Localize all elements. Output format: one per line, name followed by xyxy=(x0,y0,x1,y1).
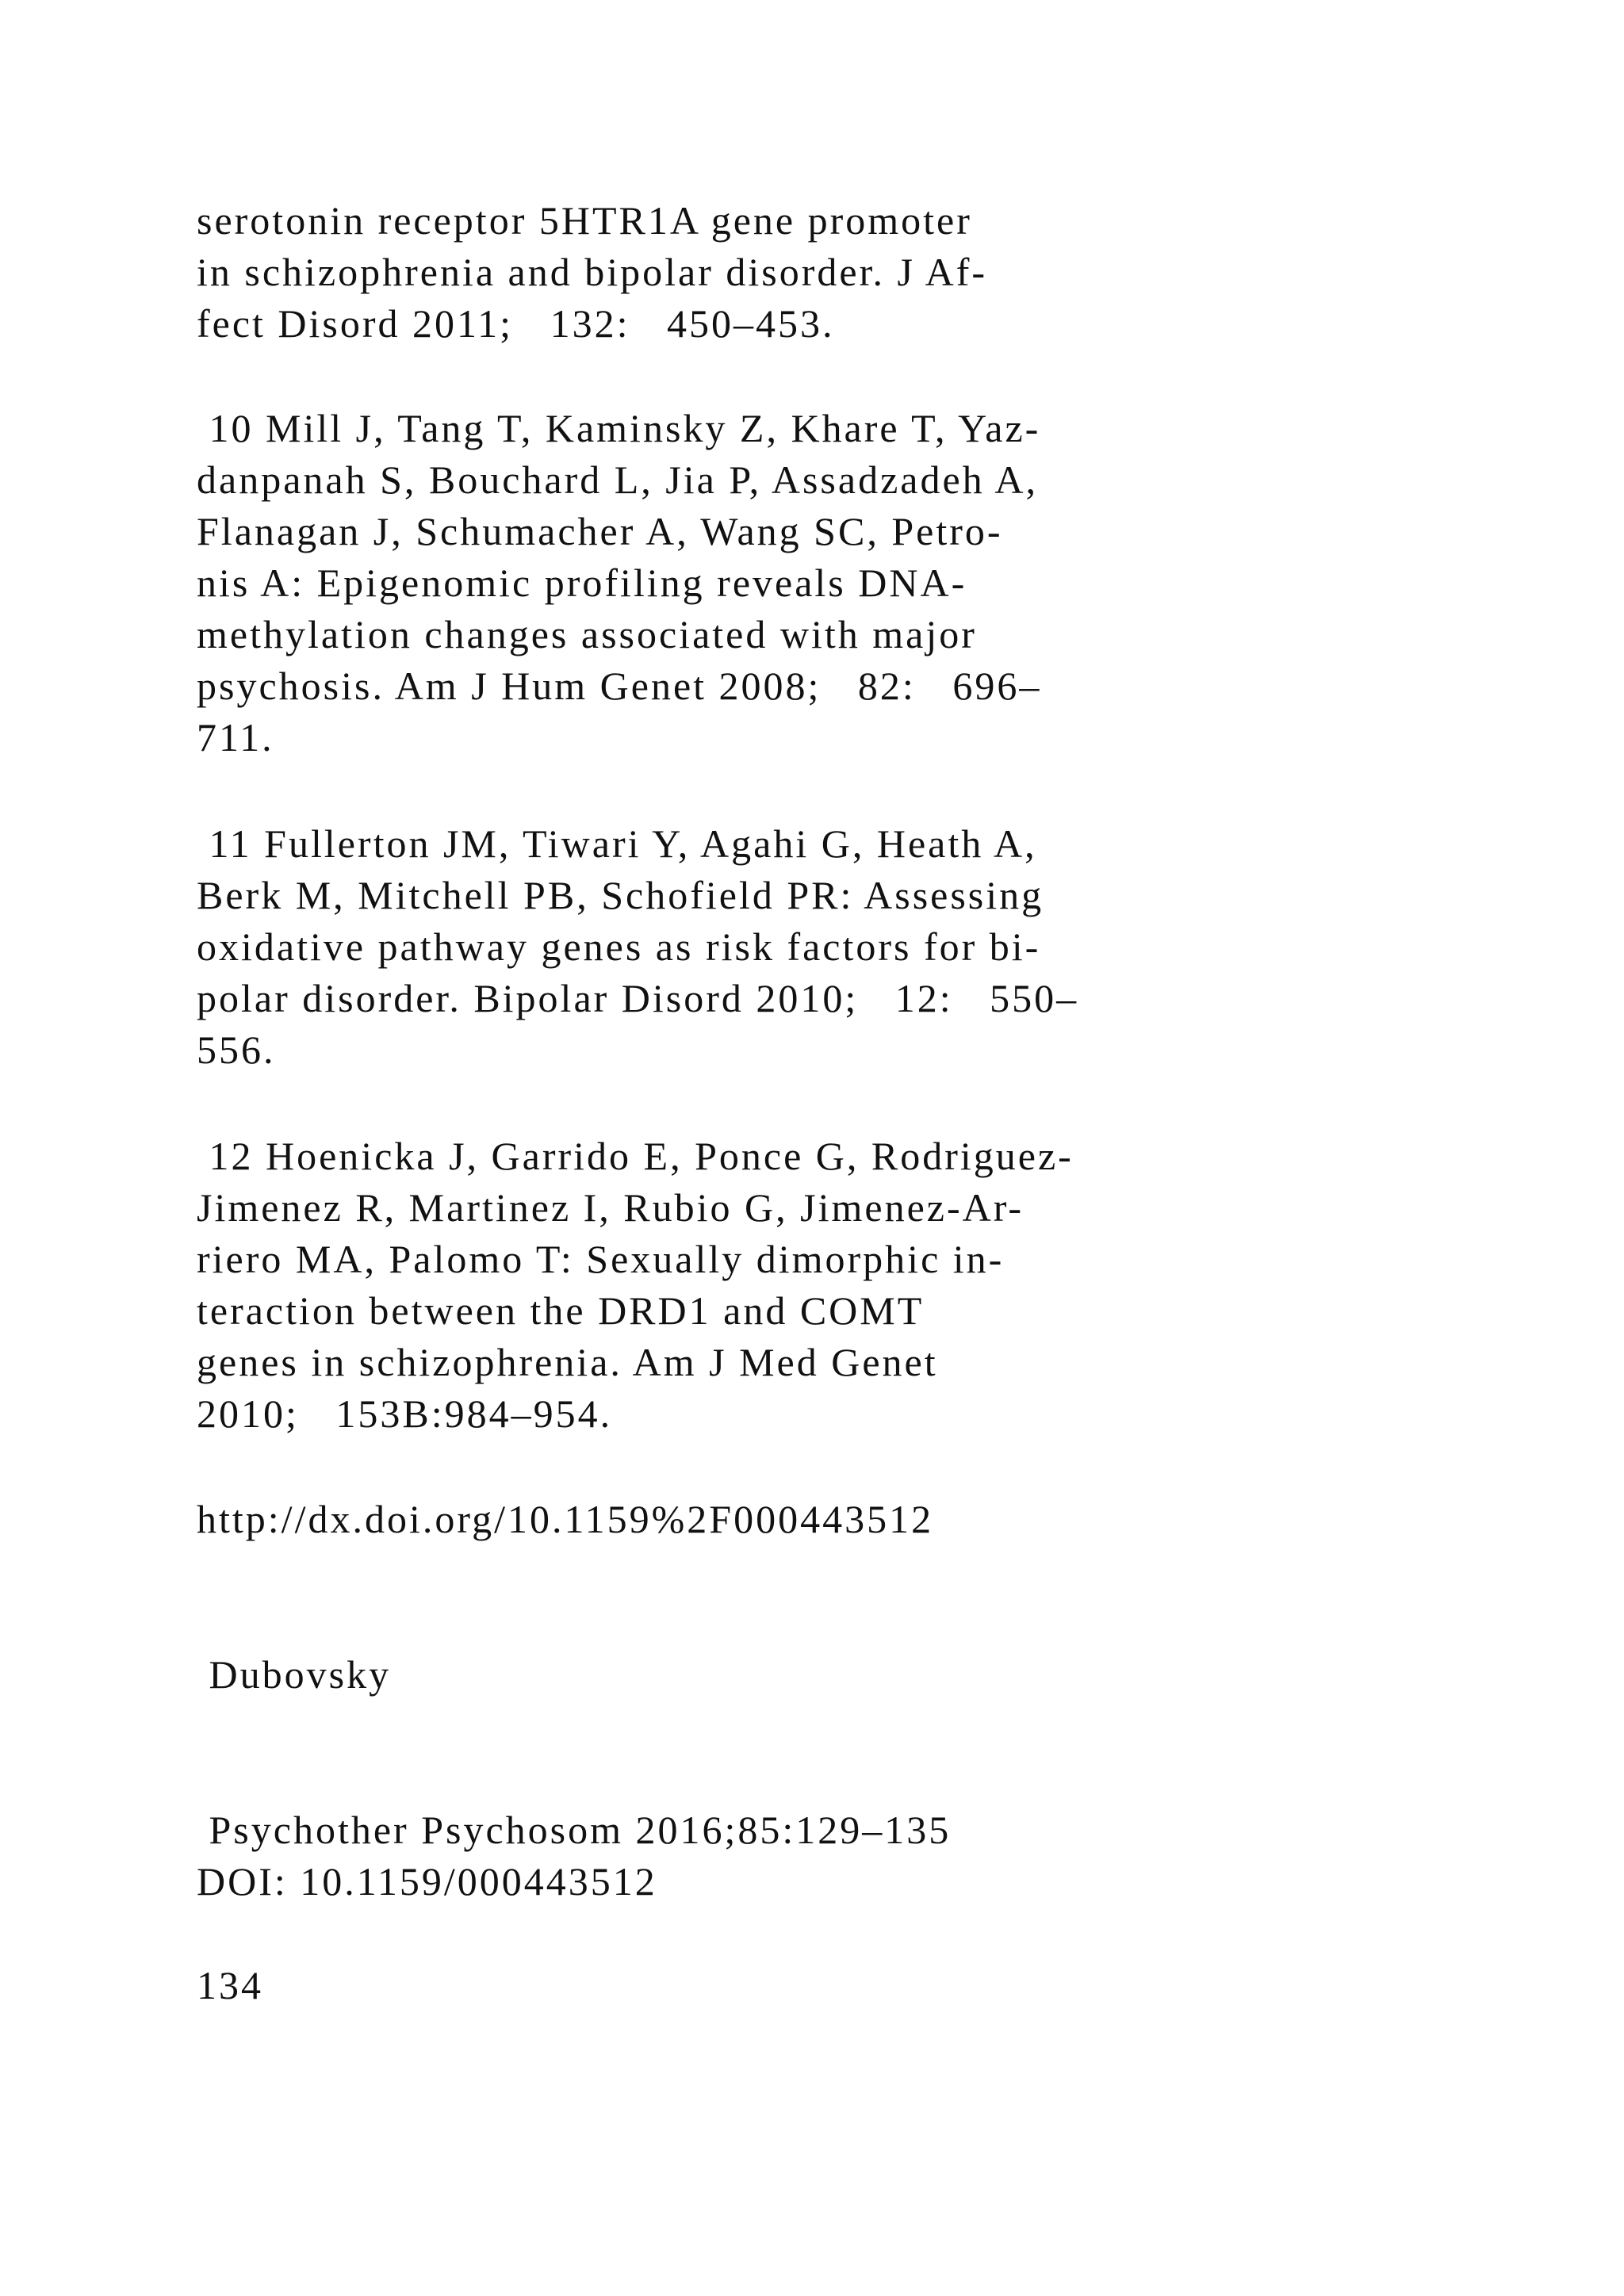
running-head-author xyxy=(197,1649,1386,1701)
doi-text: DOI: 10.1159/000443512 xyxy=(197,1859,657,1904)
reference-line: oxidative pathway genes as risk factors for bi- xyxy=(197,924,1041,969)
reference-line: nis A: Epigenomic profiling reveals DNA- xyxy=(197,561,967,605)
doi-link[interactable]: http://dx.doi.org/10.1159%2F000443512 xyxy=(197,1497,934,1541)
reference-line: teraction between the DRD1 and COMT xyxy=(197,1288,925,1333)
reference-line: 10 Mill J, Tang T, Kaminsky Z, Khare T, Yaz- xyxy=(197,406,1041,450)
reference-line: genes in schizophrenia. Am J Med Genet xyxy=(197,1340,938,1384)
reference-line: 711. xyxy=(197,715,274,760)
reference-11 xyxy=(197,818,1386,1076)
reference-line: Berk M, Mitchell PB, Schofield PR: Assessing xyxy=(197,873,1044,917)
reference-line: 556. xyxy=(197,1027,276,1072)
journal-citation: Psychother Psychosom 2016;85:129–135 xyxy=(197,1808,952,1852)
reference-line: fect Disord 2011; 132: 450–453. xyxy=(197,301,835,346)
doi-link-block xyxy=(197,1494,1386,1545)
reference-line: Flanagan J, Schumacher A, Wang SC, Petro- xyxy=(197,509,1003,553)
reference-line: danpanah S, Bouchard L, Jia P, Assadzadeh A, xyxy=(197,457,1039,502)
page-number: 134 xyxy=(197,1963,263,2007)
reference-line: 2010; 153B:984–954. xyxy=(197,1391,613,1436)
reference-line: Jimenez R, Martinez I, Rubio G, Jimenez-Ar- xyxy=(197,1185,1025,1230)
reference-line: serotonin receptor 5HTR1A gene promoter xyxy=(197,198,972,243)
page-number-block xyxy=(197,1960,1386,2011)
reference-line: riero MA, Palomo T: Sexually dimorphic in- xyxy=(197,1237,1005,1281)
reference-line: polar disorder. Bipolar Disord 2010; 12: 550– xyxy=(197,976,1079,1020)
author-name: Dubovsky xyxy=(197,1652,392,1697)
reference-line: methylation changes associated with major xyxy=(197,612,977,656)
reference-12 xyxy=(197,1131,1386,1440)
reference-line: 12 Hoenicka J, Garrido E, Ponce G, Rodriguez- xyxy=(197,1134,1074,1178)
reference-line: 11 Fullerton JM, Tiwari Y, Agahi G, Heath A, xyxy=(197,821,1037,866)
journal-citation-block xyxy=(197,1804,1386,1908)
reference-line: psychosis. Am J Hum Genet 2008; 82: 696– xyxy=(197,664,1042,708)
reference-line: in schizophrenia and bipolar disorder. J Af- xyxy=(197,250,988,294)
reference-9-continuation xyxy=(197,195,1386,350)
reference-10 xyxy=(197,403,1386,763)
